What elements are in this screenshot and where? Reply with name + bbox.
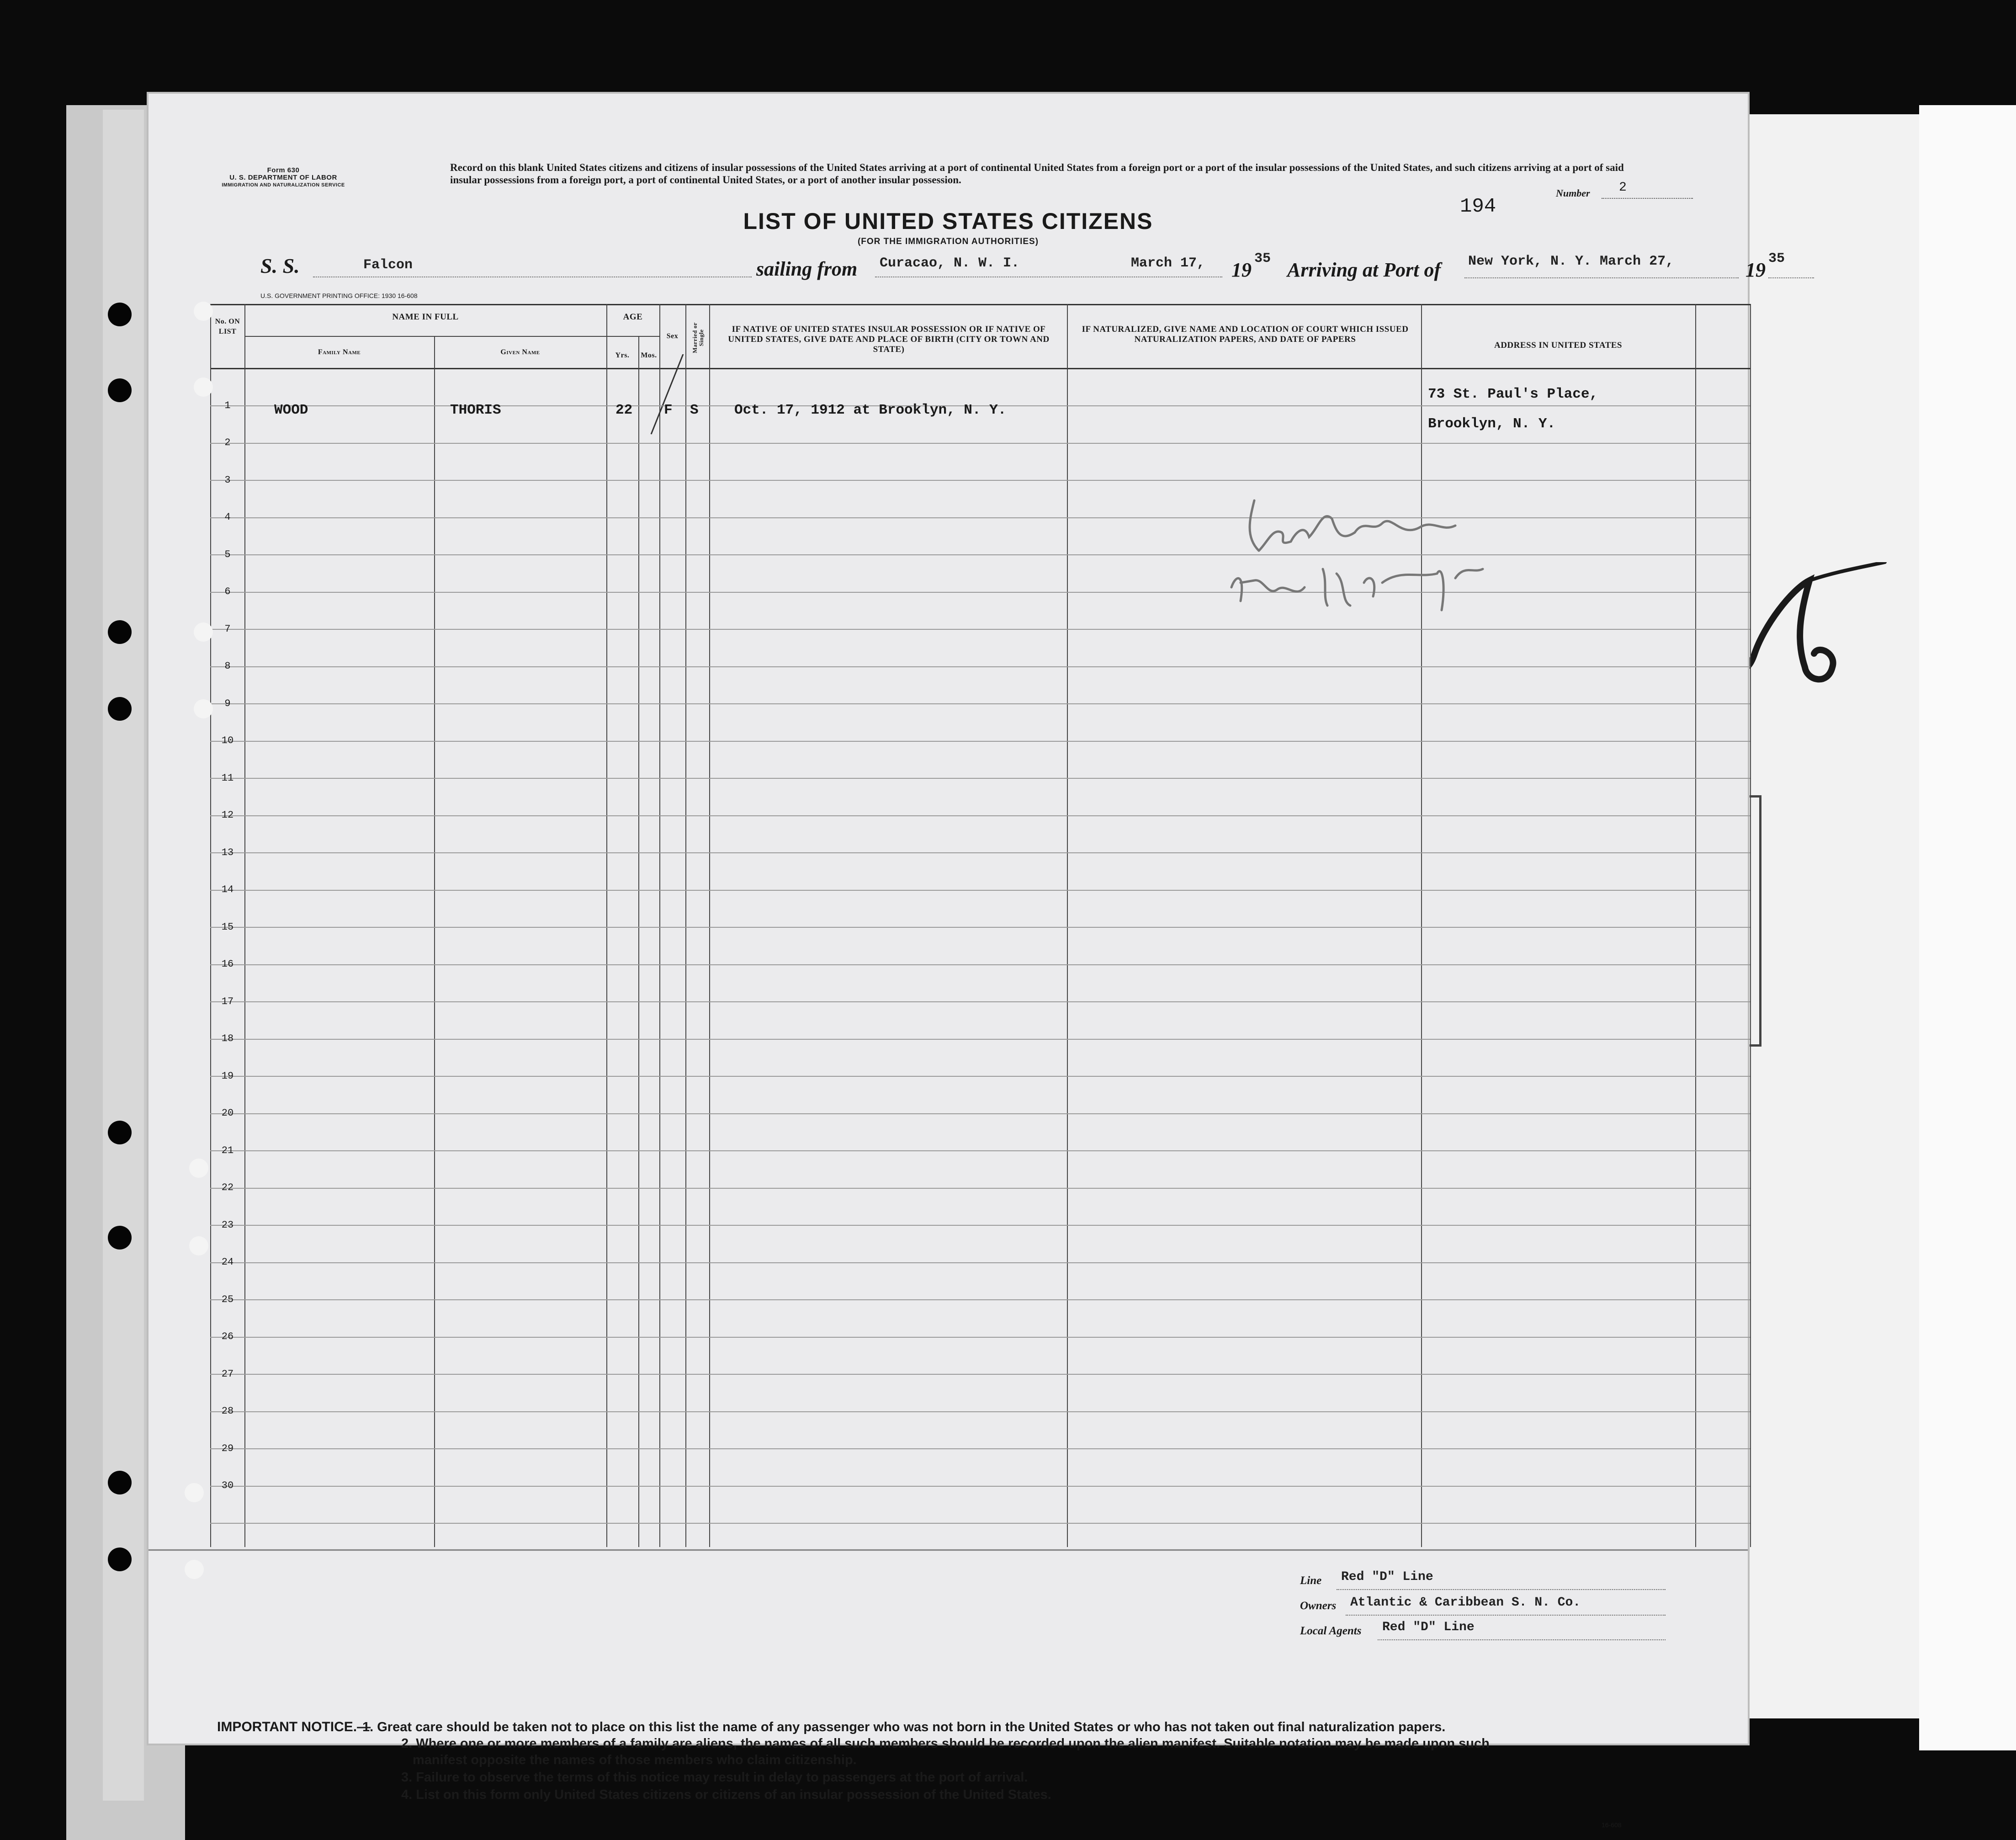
underlying-page-edge xyxy=(1919,105,2016,1750)
ship-name: Falcon xyxy=(363,257,413,273)
header-no-on-list: No. ON LIST xyxy=(215,318,240,335)
row-number: 19 xyxy=(221,1070,234,1082)
punch-hole xyxy=(108,1226,132,1250)
local-agents-underline xyxy=(1378,1639,1666,1640)
local-agents-value: Red "D" Line xyxy=(1382,1620,1475,1634)
col-line xyxy=(659,304,660,1547)
row-number: 8 xyxy=(224,660,231,672)
punch-hole xyxy=(108,1471,132,1494)
punch-hole-light xyxy=(194,699,213,718)
arrival-port-date: New York, N. Y. March 27, xyxy=(1468,254,1674,269)
punch-hole-light xyxy=(185,1560,204,1579)
row-number: 26 xyxy=(221,1331,234,1342)
scanner-background-left-inner xyxy=(103,110,144,1801)
row-number: 24 xyxy=(221,1256,234,1268)
row-number: 14 xyxy=(221,884,234,895)
header-given-name: Given Name xyxy=(500,348,540,356)
footer-print-code: 16-608 xyxy=(1602,1821,1622,1829)
punch-hole xyxy=(108,1121,132,1144)
row-number: 23 xyxy=(221,1219,234,1231)
punch-hole xyxy=(108,1548,132,1571)
print-code: U.S. GOVERNMENT PRINTING OFFICE: 1930 16-608 xyxy=(260,292,418,299)
underlying-page-handwriting xyxy=(1727,562,1892,699)
header-age: AGE xyxy=(623,312,643,322)
header-address: ADDRESS IN UNITED STATES xyxy=(1494,340,1622,350)
col-line xyxy=(1750,304,1751,1547)
arriving-label: Arriving at Port of xyxy=(1287,259,1441,281)
punch-hole-light xyxy=(189,1236,208,1255)
address-line1-value: 73 St. Paul's Place, xyxy=(1428,386,1598,402)
punch-hole-light xyxy=(189,1159,208,1178)
age-years-value: 22 xyxy=(615,402,633,418)
marital-status-value: S xyxy=(690,402,699,418)
col-line xyxy=(709,304,710,1547)
arrival-underline xyxy=(1464,277,1739,278)
departure-date: March 17, xyxy=(1131,255,1205,271)
row-number: 3 xyxy=(224,474,231,486)
arrival-year: 35 xyxy=(1768,251,1785,266)
row-number: 1 xyxy=(224,400,231,411)
notice-item-4: 4. List on this form only United States citizens or citizens of an insular possession of the United States. xyxy=(401,1787,1051,1802)
punch-hole-light xyxy=(194,302,213,321)
row-number: 20 xyxy=(221,1107,234,1119)
header-family-name: Family Name xyxy=(318,348,361,356)
given-name-value: THORIS xyxy=(450,402,501,418)
row-number: 10 xyxy=(221,735,234,746)
departure-port: Curacao, N. W. I. xyxy=(880,255,1020,271)
header-sex: Sex xyxy=(666,332,679,340)
punch-hole-light xyxy=(194,622,213,642)
service-name: IMMIGRATION AND NATURALIZATION SERVICE xyxy=(222,182,345,188)
col-line xyxy=(1421,304,1422,1547)
local-agents-label: Local Agents xyxy=(1300,1625,1362,1637)
row-number: 9 xyxy=(224,698,231,709)
ss-label: S. S. xyxy=(260,254,300,277)
page-title: LIST OF UNITED STATES CITIZENS xyxy=(743,208,1153,234)
owners-underline xyxy=(1346,1615,1666,1616)
punch-hole xyxy=(108,620,132,644)
header-age-mos: Mos. xyxy=(641,351,657,359)
number-label: Number xyxy=(1556,187,1590,199)
line-underline xyxy=(1337,1589,1666,1590)
header-age-yrs: Yrs. xyxy=(615,351,630,359)
age-subheader-rule xyxy=(606,336,659,337)
form-instructions: Record on this blank United States citizens and citizens of insular possessions of the United States arriving at a port of continental United States from a foreign port or a port of the insular possessions of the United States, and such citizens arriving at a port of said insular possessions from a foreign port, a port of continental United States, or a port of another insular possession. xyxy=(450,162,1624,186)
col-line xyxy=(1695,304,1696,1547)
row-number: 13 xyxy=(221,847,234,858)
family-name-value: WOOD xyxy=(274,402,308,418)
departure-year: 35 xyxy=(1254,251,1271,266)
row-number: 25 xyxy=(221,1294,234,1305)
birth-date-place-value: Oct. 17, 1912 at Brooklyn, N. Y. xyxy=(734,402,1007,418)
col-line xyxy=(685,304,686,1547)
notice-item-2: 2. Where one or more members of a family are aliens, the names of all such members should be recorded upon the alien manifest. Suitable notation may be made upon such xyxy=(401,1736,1490,1751)
voyage-line xyxy=(149,251,1785,281)
col-line xyxy=(244,304,245,1547)
header-naturalized: IF NATURALIZED, GIVE NAME AND LOCATION OF COURT WHICH ISSUED NATURALIZATION PAPERS, AND DATE OF PAPERS xyxy=(1082,324,1409,344)
owners-value: Atlantic & Caribbean S. N. Co. xyxy=(1350,1595,1581,1610)
stamp-number: 194 xyxy=(1460,195,1496,218)
col-line xyxy=(606,304,607,1547)
row-number: 2 xyxy=(224,437,231,448)
form-number: Form 630 xyxy=(267,166,300,174)
header-name-in-full: NAME IN FULL xyxy=(392,312,459,322)
punch-hole xyxy=(108,697,132,721)
department-name: U. S. DEPARTMENT OF LABOR xyxy=(229,174,337,181)
col-line xyxy=(1067,304,1068,1547)
line-value: Red "D" Line xyxy=(1341,1570,1433,1584)
row-number: 27 xyxy=(221,1368,234,1380)
inspector-signature xyxy=(1227,491,1510,628)
row-number: 7 xyxy=(224,623,231,635)
row-number: 28 xyxy=(221,1405,234,1417)
notice-item-1: 1. Great care should be taken not to place on this list the name of any passenger who was not born in the United States or who has not taken out final naturalization papers. xyxy=(362,1720,1446,1734)
owners-label: Owners xyxy=(1300,1600,1337,1612)
header-native-birth: IF NATIVE OF UNITED STATES INSULAR POSSESSION OR IF NATIVE OF UNITED STATES, GIVE DATE AND PLACE OF BIRTH (CITY OR TOWN AND STATE) xyxy=(728,324,1050,354)
row-number: 11 xyxy=(221,772,234,784)
notice-item-2-cont: manifest opposite the names of those members who claim citizenship. xyxy=(413,1753,857,1767)
table-top-rule xyxy=(210,304,1750,305)
col-line xyxy=(210,304,211,1547)
header-married-single: Married or Single xyxy=(691,322,705,353)
number-value: 2 xyxy=(1619,181,1627,195)
name-subheader-rule xyxy=(244,336,606,337)
sex-value: F xyxy=(664,402,673,418)
line-label: Line xyxy=(1300,1574,1322,1587)
address-line2-value: Brooklyn, N. Y. xyxy=(1428,416,1556,432)
manifest-sheet xyxy=(149,94,1785,1829)
row-number: 6 xyxy=(224,586,231,597)
row-number: 18 xyxy=(221,1033,234,1044)
row-number: 15 xyxy=(221,921,234,933)
page-subtitle: (FOR THE IMMIGRATION AUTHORITIES) xyxy=(857,237,1039,246)
pen-stroke xyxy=(649,354,685,436)
arrival-year-underline xyxy=(1768,277,1814,278)
form-identifier xyxy=(208,167,359,189)
punch-hole xyxy=(108,378,132,402)
sailing-from-label: sailing from xyxy=(756,258,858,280)
row-number: 21 xyxy=(221,1145,234,1156)
row-number: 16 xyxy=(221,958,234,970)
row-number: 12 xyxy=(221,809,234,821)
notice-item-3: 3. Failure to observe the terms of this notice may result in delay to passengers at the port of arrival. xyxy=(401,1770,1028,1785)
row-number: 22 xyxy=(221,1182,234,1193)
row-number: 29 xyxy=(221,1443,234,1454)
number-underline xyxy=(1602,198,1693,199)
table-bottom-rule xyxy=(149,1549,1748,1551)
row-number: 17 xyxy=(221,996,234,1007)
notice-heading: IMPORTANT NOTICE.— xyxy=(217,1719,371,1734)
punch-hole xyxy=(108,303,132,326)
punch-hole-light xyxy=(185,1483,204,1502)
punch-hole-light xyxy=(194,378,213,397)
row-number: 4 xyxy=(224,511,231,523)
arrival-year-prefix: 19 xyxy=(1745,259,1766,281)
header-bottom-rule xyxy=(210,368,1750,369)
departure-year-prefix: 19 xyxy=(1231,259,1252,281)
row-number: 30 xyxy=(221,1480,234,1491)
row-number: 5 xyxy=(224,549,231,560)
